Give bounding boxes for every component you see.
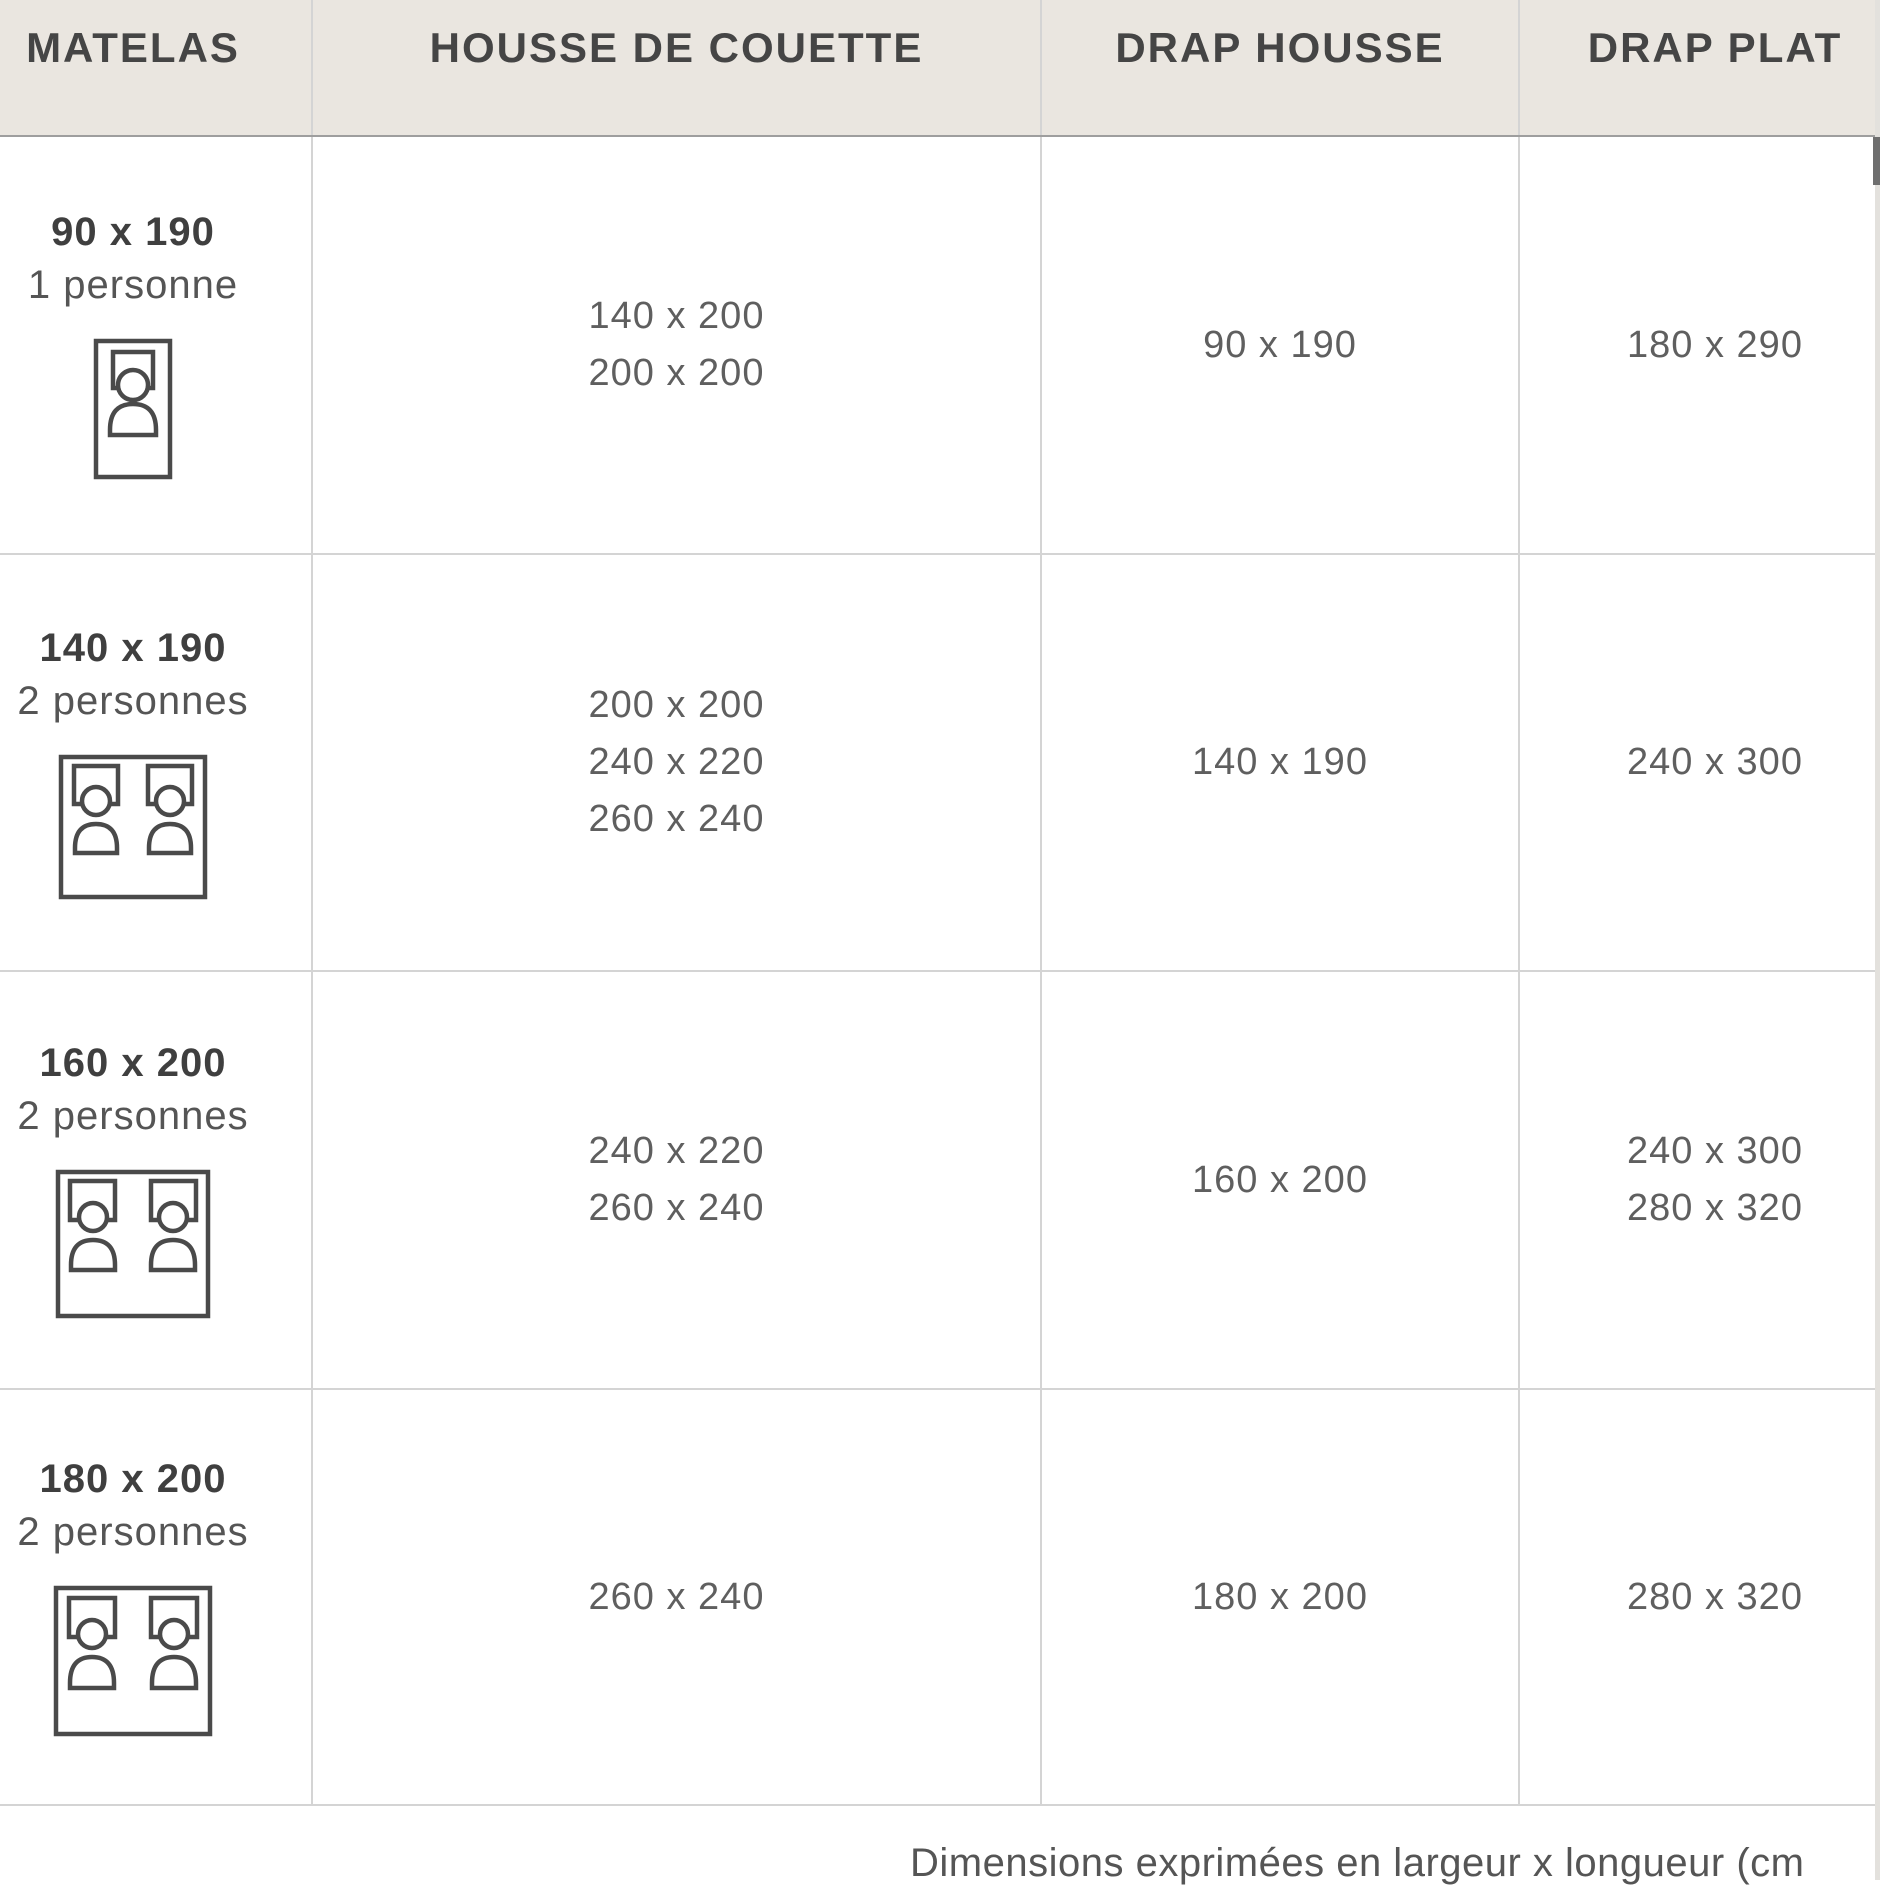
column-header-label: HOUSSE DE COUETTE (429, 24, 924, 71)
table-row (0, 972, 1880, 1390)
column-header-housse-de-couette (313, 0, 1042, 135)
mattress-size: 160 x 200 (39, 1041, 227, 1085)
column-header-matelas (0, 0, 313, 135)
mattress-size: 140 x 190 (39, 625, 227, 670)
size-value: 240 x 300 (1627, 1130, 1803, 1172)
matelas-cell (0, 555, 313, 970)
double-bed-2-persons-icon (58, 754, 208, 900)
table-row (0, 137, 1880, 555)
housse-de-couette-cell (313, 555, 1042, 970)
size-value: 90 x 190 (1203, 323, 1357, 366)
size-value: 280 x 320 (1627, 1575, 1803, 1618)
matelas-cell (0, 972, 313, 1388)
size-value: 140 x 190 (1192, 741, 1368, 783)
size-value: 200 x 200 (588, 684, 765, 726)
size-value: 160 x 200 (1192, 1158, 1368, 1201)
scrollbar-thumb[interactable] (1873, 137, 1880, 185)
mattress-size: 180 x 200 (39, 1457, 227, 1501)
column-header-drap-plat (1520, 0, 1880, 135)
double-bed-2-persons-icon (53, 1585, 213, 1737)
table-header-row (0, 0, 1880, 137)
drap-housse-cell (1042, 555, 1520, 970)
size-value: 180 x 290 (1627, 323, 1803, 366)
housse-de-couette-cell (313, 137, 1042, 553)
drap-plat-cell (1520, 972, 1880, 1388)
size-value: 180 x 200 (1192, 1575, 1368, 1618)
mattress-persons: 1 personne (27, 263, 239, 307)
drap-housse-cell (1042, 1390, 1520, 1804)
table-row (0, 1390, 1880, 1806)
size-value: 280 x 320 (1627, 1187, 1803, 1229)
dimensions-footnote: Dimensions exprimées en largeur x longueur (cm (910, 1841, 1805, 1885)
size-value: 240 x 300 (1627, 741, 1803, 783)
size-value: 240 x 220 (588, 741, 765, 783)
mattress-size: 90 x 190 (51, 210, 215, 254)
column-header-label: MATELAS (26, 24, 240, 71)
column-header-drap-housse (1042, 0, 1520, 135)
housse-de-couette-cell (313, 1390, 1042, 1804)
double-bed-2-persons-icon (55, 1169, 211, 1319)
matelas-cell (0, 1390, 313, 1804)
size-value: 140 x 200 (588, 295, 765, 337)
mattress-persons: 2 personnes (17, 678, 249, 723)
scrollbar-track (1875, 0, 1880, 1880)
drap-plat-cell (1520, 555, 1880, 970)
column-header-label: DRAP PLAT (1587, 24, 1843, 71)
mattress-persons: 2 personnes (17, 1094, 249, 1138)
size-value: 240 x 220 (588, 1130, 765, 1172)
drap-housse-cell (1042, 972, 1520, 1388)
table-row (0, 555, 1880, 972)
drap-plat-cell (1520, 1390, 1880, 1804)
matelas-cell (0, 137, 313, 553)
single-bed-1-person-icon (93, 338, 173, 480)
column-header-label: DRAP HOUSSE (1115, 24, 1445, 71)
housse-de-couette-cell (313, 972, 1042, 1388)
size-value: 260 x 240 (588, 798, 765, 840)
mattress-persons: 2 personnes (17, 1510, 249, 1554)
drap-plat-cell (1520, 137, 1880, 553)
size-value: 260 x 240 (588, 1575, 765, 1618)
size-value: 260 x 240 (588, 1187, 765, 1229)
size-value: 200 x 200 (588, 352, 765, 394)
drap-housse-cell (1042, 137, 1520, 553)
